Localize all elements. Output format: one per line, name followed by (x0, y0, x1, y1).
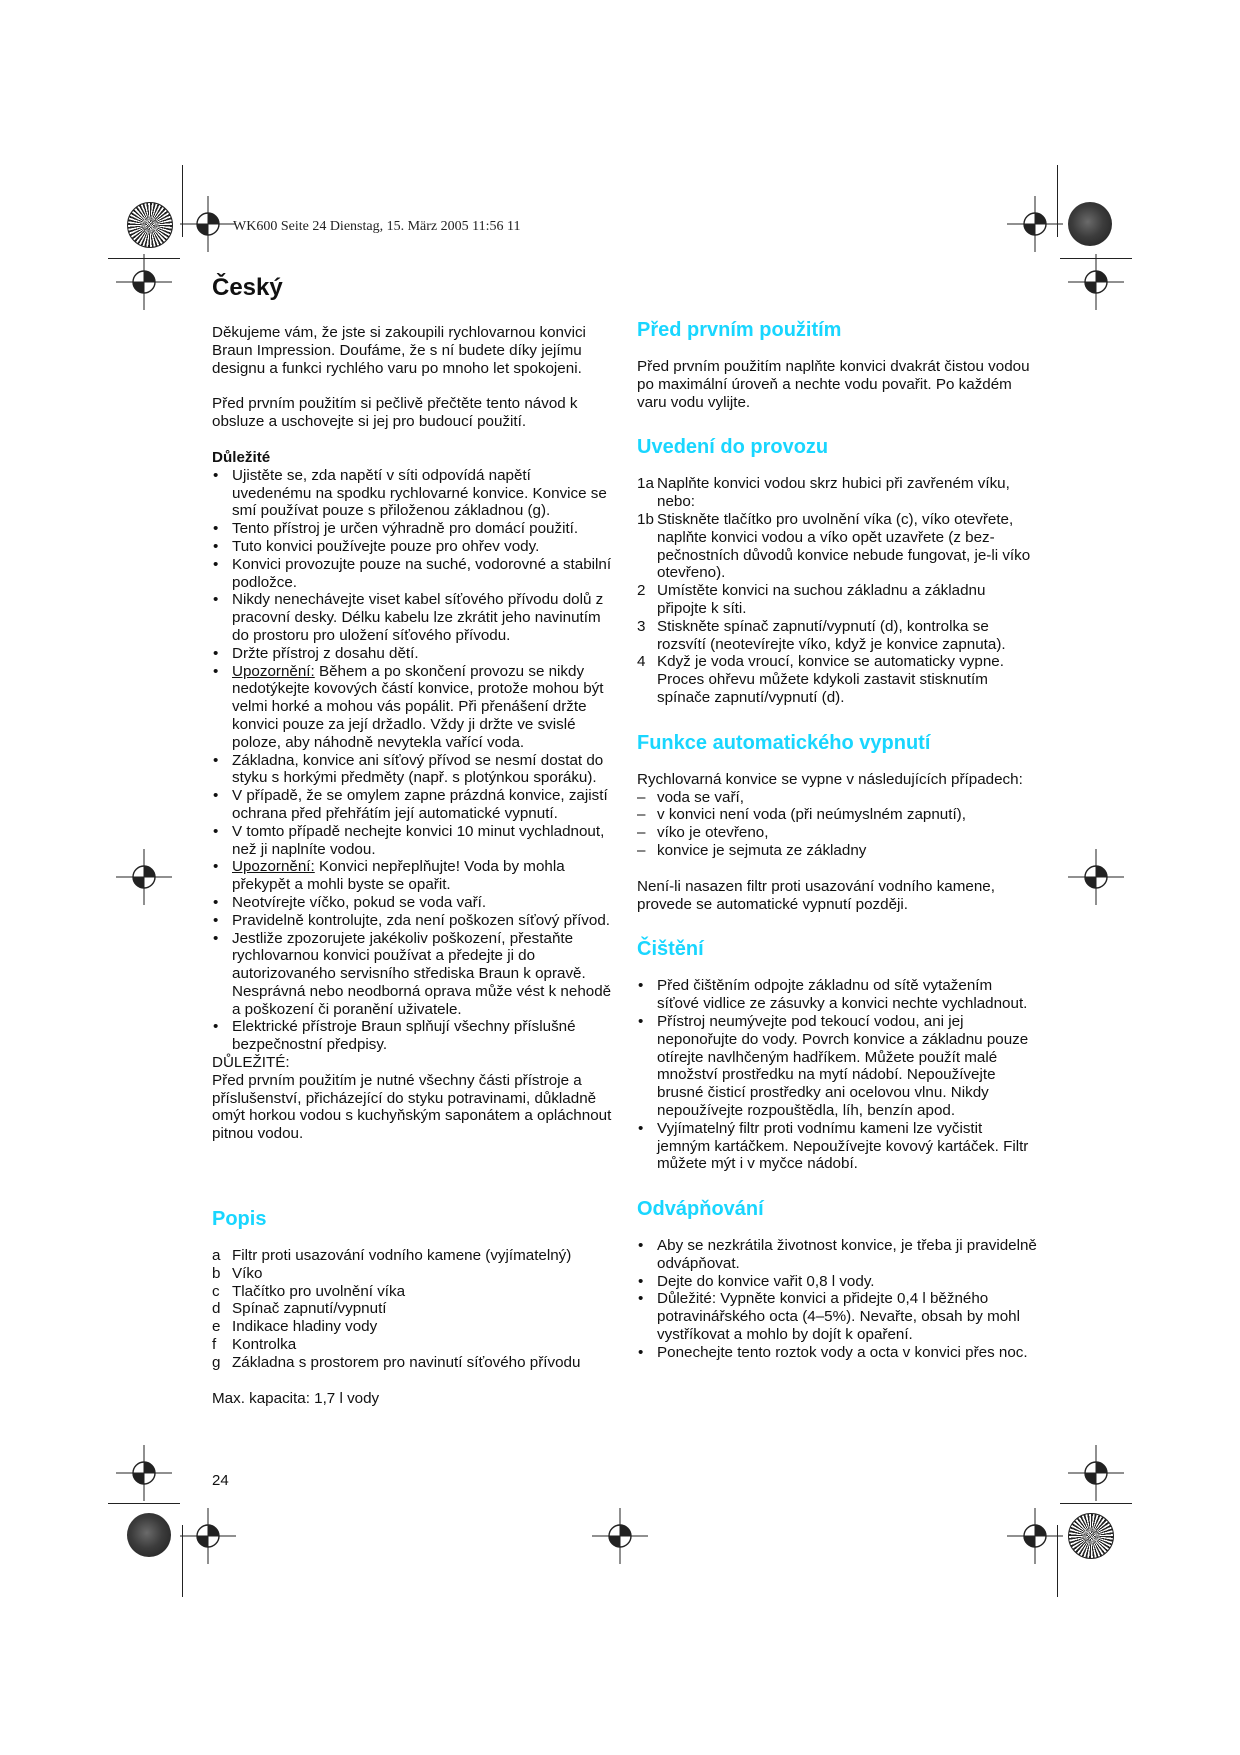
list-item: • Důležité: Vypněte konvici a přidejte 0,4 l běžného potravinářského octa (4–5%). Nevařte, obsah by mohl vystříkovat a mohlo by dojít k opaření. (637, 1290, 1037, 1343)
auto-off-intro: Rychlovarná konvice se vypne v následujících případech: (637, 770, 1023, 788)
list-item: • Držte přístroj z dosahu dětí. (212, 645, 612, 663)
item-key: b (212, 1264, 221, 1282)
item-text: Víko (232, 1264, 263, 1282)
list-item: • V tomto případě nechejte konvici 10 minut vychladnout, než ji naplníte vodou. (212, 823, 612, 859)
step-text: Stiskněte spínač zapnutí/vypnutí (d), kontrolka se rozsvítí (neotevírejte víko, když je konvice zapnuta). (657, 617, 1006, 653)
crosshair-icon (592, 1508, 648, 1564)
left-column (212, 274, 612, 1407)
item-text: Spínač zapnutí/vypnutí (232, 1300, 387, 1318)
crosshair-icon (1068, 1445, 1124, 1501)
section-heading-operation: Uvedení do provozu (637, 436, 829, 459)
list-item: • Konvici provozujte pouze na suché, vodorovné a stabilní podložce. (212, 556, 612, 592)
page-title: Český (212, 274, 283, 301)
list-item (212, 1283, 612, 1301)
operation-steps (637, 475, 1037, 706)
list-item (212, 858, 612, 894)
crop-line (182, 165, 183, 237)
list-item (637, 618, 1037, 654)
list-item: – konvice je sejmuta ze základny (637, 842, 1037, 860)
registration-wheel-bottom-left (127, 1513, 171, 1557)
list-item: • Neotvírejte víčko, pokud se voda vaří. (212, 894, 612, 912)
section-heading-popis: Popis (212, 1208, 267, 1231)
item-text: Filtr proti usazování vodního kamene (vyjímatelný) (232, 1247, 572, 1265)
auto-off-note: Není-li nasazen filtr proti usazování vodního kamene, provede se automatické vypnutí později. (637, 877, 995, 913)
crosshair-icon (116, 849, 172, 905)
section-heading-cleaning: Čištění (637, 938, 704, 961)
list-item: • Pravidelně kontrolujte, zda není poškozen síťový přívod. (212, 912, 612, 930)
crosshair-icon (116, 1445, 172, 1501)
step-text: Když je voda vroucí, konvice se automaticky vypne. Proces ohřevu můžete kdykoli zastavit stisknutím spínače zapnutí/vypnutí (d). (657, 653, 1004, 706)
section-heading-descaling: Odvápňování (637, 1198, 764, 1221)
item-key: d (212, 1300, 221, 1318)
step-key: 1b (637, 510, 654, 528)
list-item: • Vyjímatelný filtr proti vodnímu kameni lze vyčistit jemným kartáčkem. Nepoužívejte kovový kartáček. Filtr můžete mýt i v myčce nádobí. (637, 1120, 1037, 1173)
warning-label: Upozornění: (232, 662, 315, 680)
list-item: • Nikdy nenechávejte viset kabel síťového přívodu dolů z pracovní desky. Délku kabelu lze zkrátit jeho navinutím do prostoru pro uložení síťového přívodu. (212, 591, 612, 644)
list-item (212, 1354, 612, 1372)
list-item (212, 1300, 612, 1318)
intro-paragraph: Před prvním použitím si pečlivě přečtěte tento návod k obsluze a uschovejte si jej pro budoucí použití. (212, 395, 578, 431)
crop-line (108, 258, 180, 259)
list-item: • Před čištěním odpojte základnu od sítě vytažením síťové vidlice ze zásuvky a konvici nechte vychladnout. (637, 977, 1037, 1013)
warning-text: Konvici nepřeplňujte! Voda by mohla překypět a mohli byste se opařit. (232, 858, 565, 894)
item-text: Základna s prostorem pro navinutí síťového přívodu (232, 1353, 581, 1371)
print-slug: WK600 Seite 24 Dienstag, 15. März 2005 11:56 11 (233, 219, 521, 234)
warning-text: Během a po skončení provozu se nikdy nedotýkejte kovových částí konvice, protože mohou být velmi horké a mohou vás popálit. Při přenášení držte konvici pouze za její držadlo. Vždy ji držte ve svislé poloze, aby náhodně nevytekla vařící voda. (232, 662, 604, 751)
list-item: • Tento přístroj je určen výhradně pro domácí použití. (212, 520, 612, 538)
parts-list (212, 1247, 612, 1372)
section-heading-first-use: Před prvním použitím (637, 319, 842, 341)
crop-line (1057, 165, 1058, 237)
list-item: • Aby se nezkrátila životnost konvice, je třeba ji pravidelně odvápňovat. (637, 1237, 1037, 1273)
list-item: • Jestliže zpozorujete jakékoliv poškození, přestaňte rychlovarnou konvici používat a předejte ji do autorizovaného servisního střediska Braun k opravě. Nesprávná nebo neodborná oprava může vést k nehodě a poškození či poranění uživatele. (212, 930, 612, 1019)
crop-line (1060, 258, 1132, 259)
safety-list (212, 467, 612, 1054)
list-item (637, 475, 1037, 511)
step-key: 3 (637, 617, 646, 635)
important-caps-heading: DŮLEŽITÉ: (212, 1054, 290, 1072)
list-item (637, 582, 1037, 618)
important-caps-text: Před prvním použitím je nutné všechny části přístroje a příslušenství, přicházející do styku potravinami, důkladně omýt horkou vodou s kuchyňským saponátem a opláchnout pitnou vodou. (212, 1071, 612, 1143)
crosshair-icon (116, 254, 172, 310)
list-item: • V případě, že se omylem zapne prázdná konvice, zajistí ochrana před přehřátím její automatické vypnutí. (212, 787, 612, 823)
item-text: Kontrolka (232, 1336, 297, 1354)
list-item: • Ujistěte se, zda napětí v síti odpovídá napětí uvedenému na spodku rychlovarné konvice. Konvice se smí používat pouze s přiloženou základnou (g). (212, 467, 612, 520)
registration-wheel-top-left (127, 202, 173, 248)
list-item (212, 1336, 612, 1354)
warning-label: Upozornění: (232, 858, 315, 876)
crosshair-icon (1007, 196, 1063, 252)
crop-line (108, 1503, 180, 1504)
capacity-text: Max. kapacita: 1,7 l vody (212, 1389, 380, 1407)
list-item (212, 1318, 612, 1336)
list-item: – v konvici není voda (při neúmyslném zapnutí), (637, 806, 1037, 824)
first-use-text: Před prvním použitím naplňte konvici dvakrát čistou vodou po maximální úroveň a nechte vodu povařit. Po každém varu vodu vylijte. (637, 358, 1030, 411)
registration-wheel-bottom-right (1068, 1513, 1114, 1559)
intro-paragraph: Děkujeme vám, že jste si zakoupili rychlovarnou konvici Braun Impression. Doufáme, že s ní budete díky jejímu designu a funkci rychlého varu po mnoho let spokojeni. (212, 324, 586, 377)
crop-line (182, 1525, 183, 1597)
section-heading-auto-off: Funkce automatického vypnutí (637, 731, 931, 754)
list-item: – víko je otevřeno, (637, 824, 1037, 842)
step-text: Naplňte konvici vodou skrz hubici při zavřeném víku, nebo: (657, 475, 1010, 511)
crosshair-icon (180, 1508, 236, 1564)
step-text: Umístěte konvici na suchou základnu a základnu připojte k síti. (657, 582, 986, 617)
list-item (637, 511, 1037, 582)
crosshair-icon (1068, 254, 1124, 310)
descaling-list (637, 1237, 1037, 1362)
list-item: • Tuto konvici používejte pouze pro ohřev vody. (212, 538, 612, 556)
crop-line (1060, 1503, 1132, 1504)
step-text: Stiskněte tlačítko pro uvolnění víka (c), víko otevřete, naplňte konvici vodou a víko opět uzavřete (z bez-pečnostních důvodů konvice nebude fungovat, je-li víko otevřeno). (657, 510, 1031, 582)
list-item (212, 1247, 612, 1265)
page-number: 24 (212, 1472, 229, 1489)
right-column (637, 318, 1037, 1362)
registration-wheel-top-right (1068, 202, 1112, 246)
step-key: 2 (637, 582, 646, 600)
step-key: 1a (637, 475, 654, 493)
list-item: • Elektrické přístroje Braun splňují všechny příslušné bezpečnostní předpisy. (212, 1018, 612, 1054)
list-item: • Přístroj neumývejte pod tekoucí vodou, ani jej neponořujte do vody. Povrch konvice a základnu pouze otírejte navlhčeným hadříkem. Můžete použít malé množství prostředku na mytí nádobí. Nepoužívejte brusné čisticí prostředky ani ocelovou vlnu. Nikdy nepoužívejte rozpouštědla, líh, benzín apod. (637, 1013, 1037, 1120)
item-key: g (212, 1353, 221, 1371)
step-key: 4 (637, 653, 646, 671)
item-text: Indikace hladiny vody (232, 1318, 378, 1336)
item-key: a (212, 1247, 221, 1265)
crosshair-icon (1007, 1508, 1063, 1564)
list-item (212, 1265, 612, 1283)
item-key: f (212, 1336, 217, 1354)
crop-line (1057, 1525, 1058, 1597)
item-key: e (212, 1318, 221, 1336)
list-item (637, 653, 1037, 706)
auto-off-list (637, 789, 1037, 860)
list-item (212, 663, 612, 752)
cleaning-list (637, 977, 1037, 1173)
crosshair-icon (180, 196, 236, 252)
crosshair-icon (1068, 849, 1124, 905)
list-item: • Ponechejte tento roztok vody a octa v konvici přes noc. (637, 1344, 1037, 1362)
important-heading: Důležité (212, 448, 271, 466)
list-item: • Dejte do konvice vařit 0,8 l vody. (637, 1273, 1037, 1291)
list-item: • Základna, konvice ani síťový přívod se nesmí dostat do styku s horkými předměty (např. s plotýnkou sporáku). (212, 752, 612, 788)
list-item: – voda se vaří, (637, 789, 1037, 807)
item-text: Tlačítko pro uvolnění víka (232, 1282, 406, 1300)
item-key: c (212, 1282, 220, 1300)
